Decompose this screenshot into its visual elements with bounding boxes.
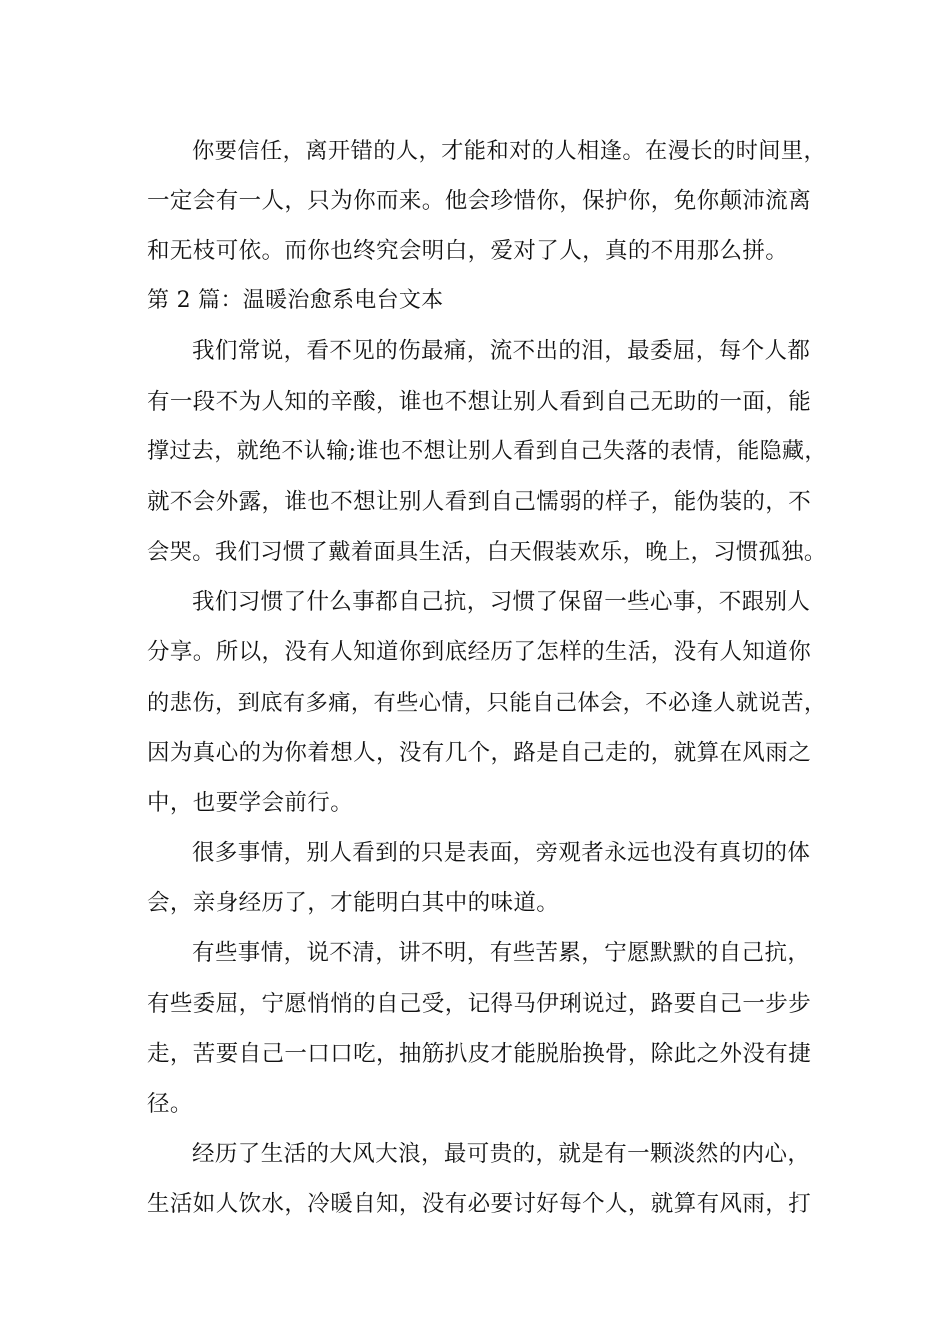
paragraph-line: 我们常说，看不见的伤最痛，流不出的泪，最委屈，每个人都 [192, 338, 811, 364]
paragraph-line: 有一段不为人知的辛酸，谁也不想让别人看到自己无助的一面，能 [147, 389, 812, 415]
paragraph-line: 的悲伤，到底有多痛，有些心情，只能自己体会，不必逢人就说苦， [147, 690, 827, 716]
paragraph-line: 径。 [147, 1091, 193, 1117]
paragraph-line: 撑过去，就绝不认输;谁也不想让别人看到自己失落的表情，能隐藏， [147, 439, 827, 464]
section-heading: 第 2 篇：温暖治愈系电台文本 [147, 288, 444, 313]
paragraph-line: 就不会外露，谁也不想让别人看到自己懦弱的样子，能伪装的，不 [147, 489, 812, 515]
paragraph-line: 你要信任，离开错的人，才能和对的人相逢。在漫长的时间里， [192, 138, 827, 164]
paragraph-line: 生活如人饮水，冷暖自知，没有必要讨好每个人，就算有风雨，打 [147, 1191, 812, 1217]
paragraph-line: 因为真心的为你着想人，没有几个，路是自己走的，就算在风雨之 [147, 740, 812, 766]
paragraph-line: 很多事情，别人看到的只是表面，旁观者永远也没有真切的体 [192, 840, 811, 866]
paragraph-line: 和无枝可依。而你也终究会明白，爱对了人，真的不用那么拼。 [147, 238, 789, 264]
paragraph-line: 会哭。我们习惯了戴着面具生活，白天假装欢乐，晚上，习惯孤独。 [147, 539, 827, 565]
paragraph-line: 经历了生活的大风大浪，最可贵的，就是有一颗淡然的内心， [192, 1141, 811, 1167]
paragraph-line: 走，苦要自己一口口吃，抽筋扒皮才能脱胎换骨，除此之外没有捷 [147, 1041, 812, 1067]
paragraph-line: 有些委屈，宁愿悄悄的自己受，记得马伊琍说过，路要自己一步步 [147, 991, 812, 1017]
paragraph-line: 分享。所以，没有人知道你到底经历了怎样的生活，没有人知道你 [147, 639, 812, 665]
paragraph-line: 有些事情，说不清，讲不明，有些苦累，宁愿默默的自己抗， [192, 940, 811, 966]
paragraph-line: 中，也要学会前行。 [147, 790, 354, 816]
paragraph-line: 一定会有一人，只为你而来。他会珍惜你，保护你，免你颠沛流离 [147, 188, 812, 214]
paragraph-line: 会，亲身经历了，才能明白其中的味道。 [147, 890, 560, 916]
paragraph-line: 我们习惯了什么事都自己抗，习惯了保留一些心事，不跟别人 [192, 589, 811, 615]
